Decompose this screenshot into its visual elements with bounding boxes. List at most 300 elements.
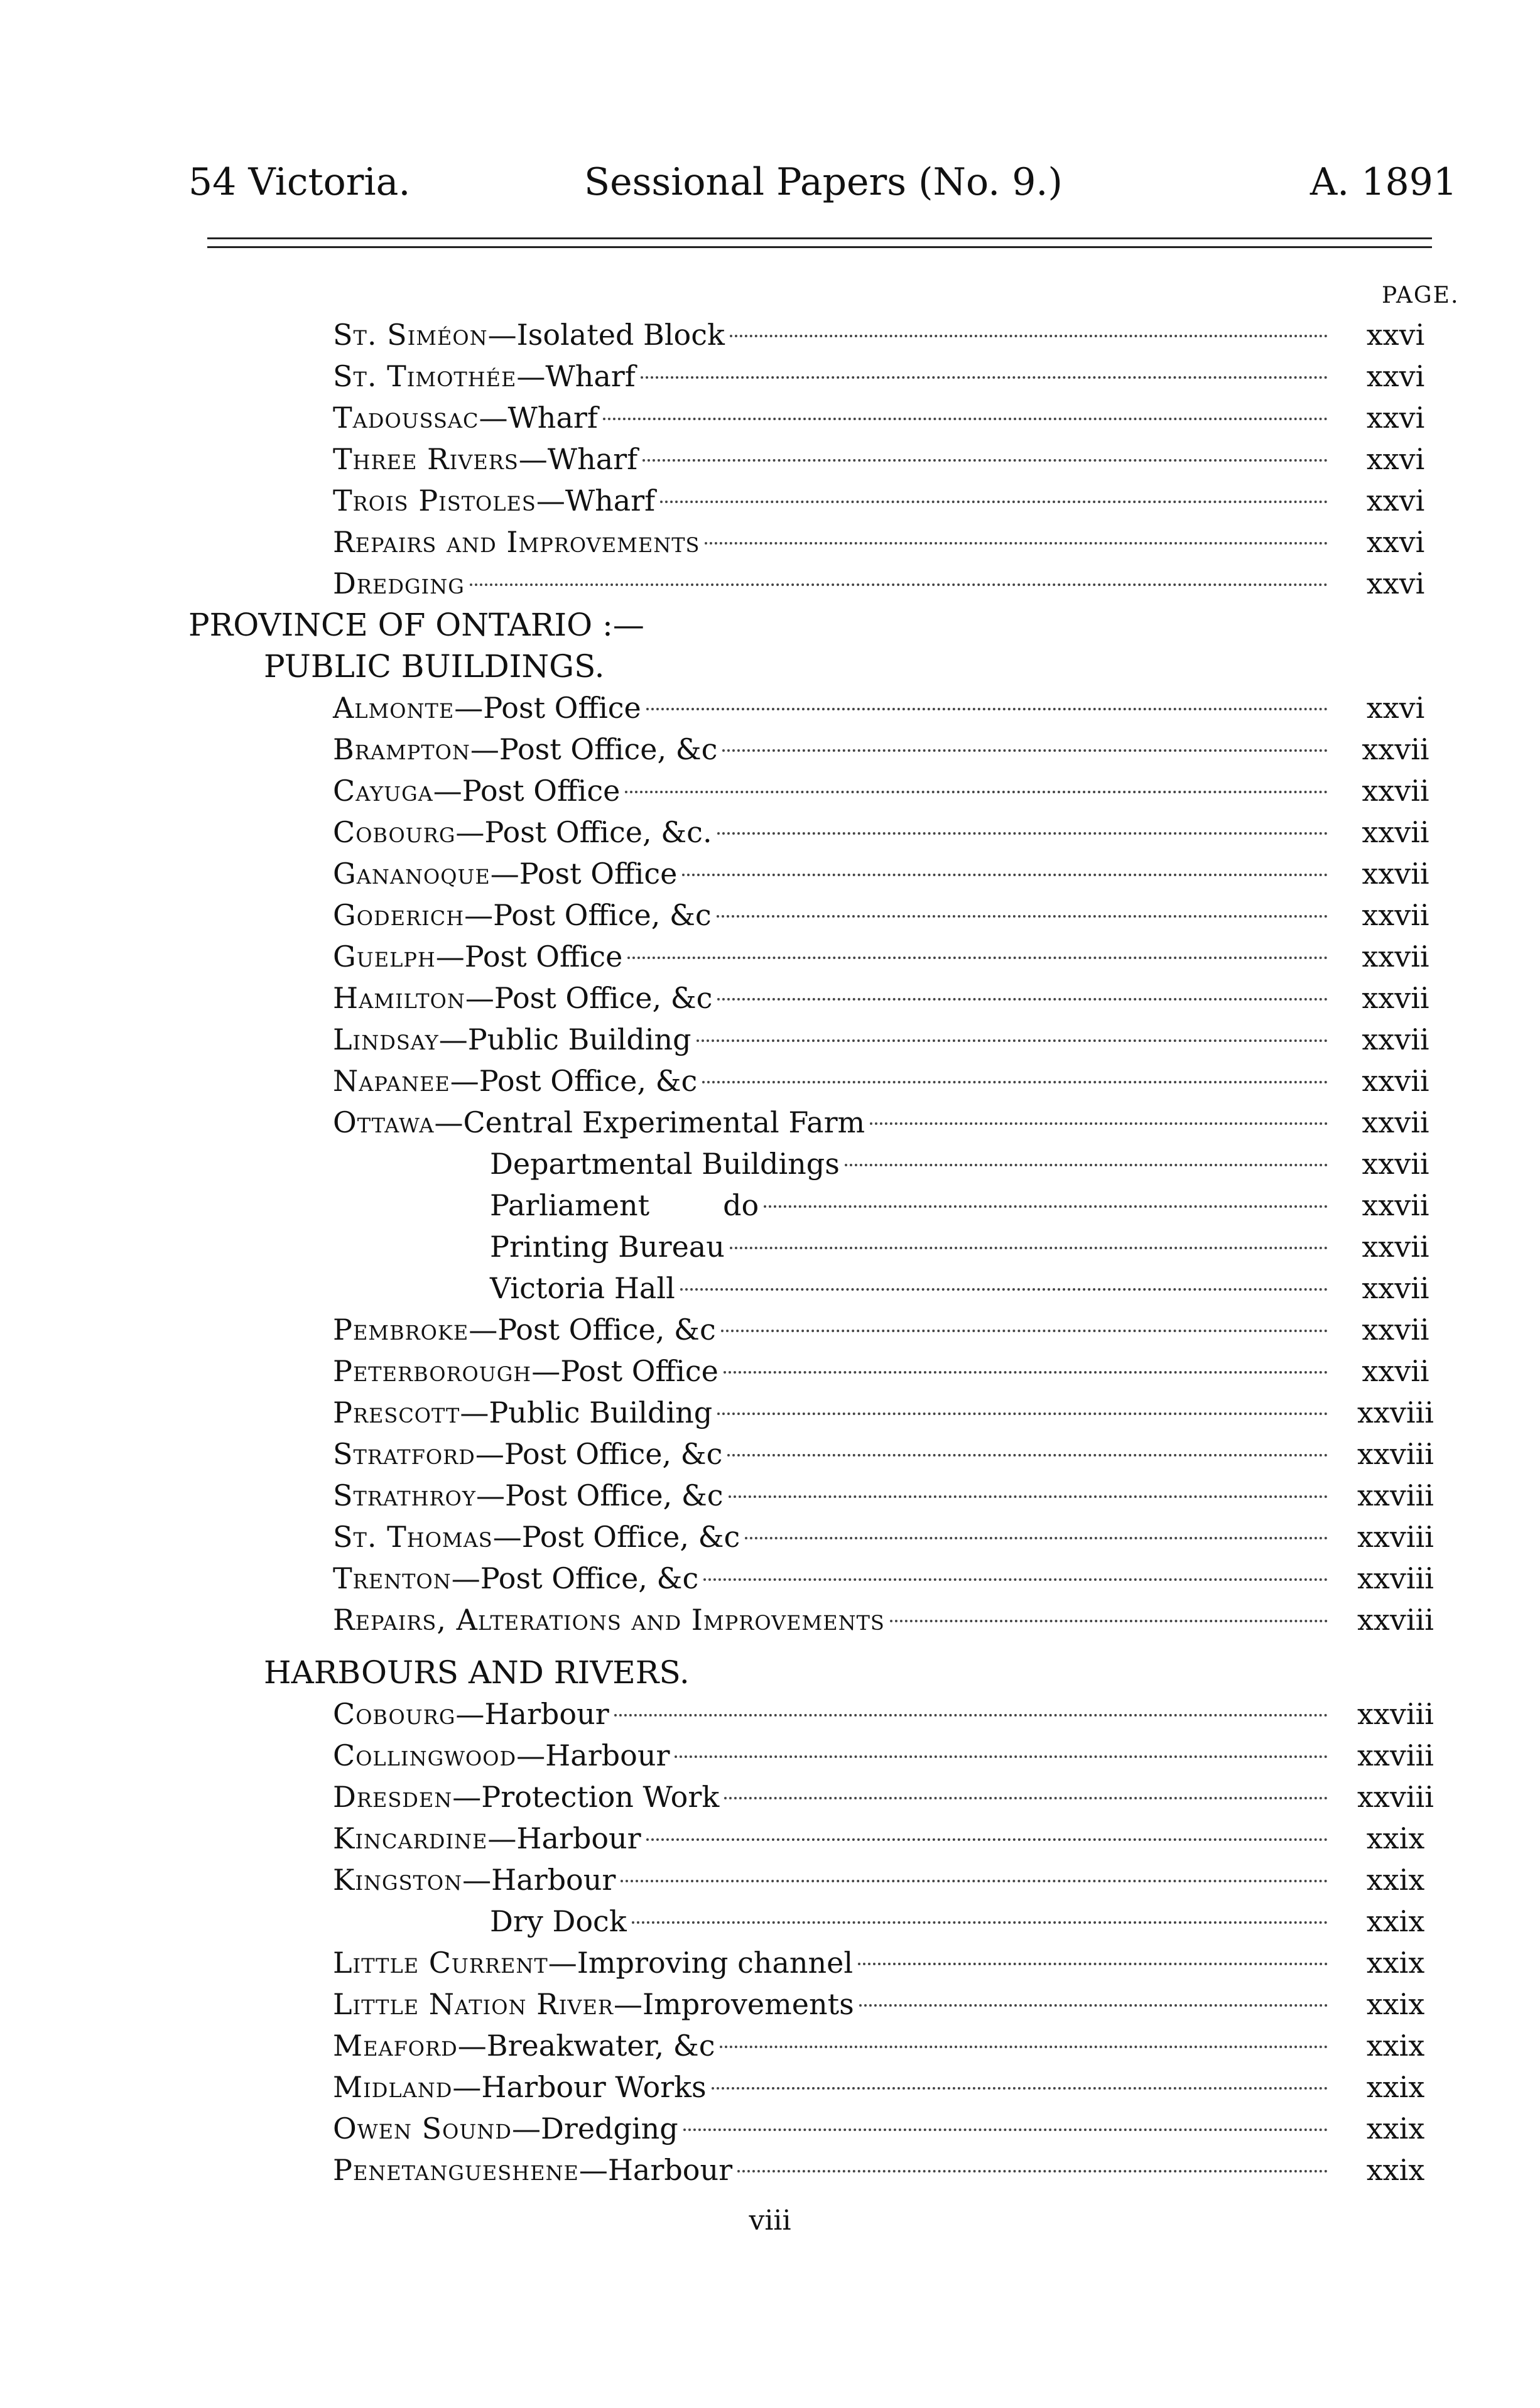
entry-description: —Post Office xyxy=(531,1354,718,1388)
page-ref: xxviii xyxy=(1357,1520,1434,1554)
subsection-title: HARBOURS AND RIVERS. xyxy=(264,1654,690,1691)
toc-entry xyxy=(0,355,1540,397)
toc-entry xyxy=(0,853,1540,894)
place-name: Little Current xyxy=(333,1946,548,1980)
dot-leader xyxy=(730,1247,1328,1249)
page-ref: xxix xyxy=(1366,2112,1425,2145)
toc-entry-label xyxy=(333,1818,641,1859)
subsection-heading xyxy=(0,1652,1540,1693)
place-name: Pembroke xyxy=(333,1313,469,1347)
toc-entry xyxy=(0,770,1540,811)
toc-entry xyxy=(0,729,1540,770)
place-name: Little Nation River xyxy=(333,1987,614,2021)
dot-leader xyxy=(717,832,1328,835)
dot-leader xyxy=(858,1963,1328,1965)
toc-entry-line xyxy=(490,1226,1333,1267)
page-ref: xxvii xyxy=(1362,1064,1429,1098)
place-name: St. Siméon xyxy=(333,318,488,352)
toc-entry-label xyxy=(333,2025,715,2066)
page-ref: xxvii xyxy=(1362,1230,1429,1264)
spacer xyxy=(0,1641,1540,1652)
page-ref: xxvi xyxy=(1366,691,1425,725)
page-ref: xxix xyxy=(1366,2029,1425,2063)
subsection-title: PUBLIC BUILDINGS. xyxy=(264,648,605,685)
toc-entry-label xyxy=(333,1693,609,1735)
header-rule xyxy=(207,237,1432,239)
toc-entry-label xyxy=(333,1309,716,1350)
dot-leader xyxy=(717,998,1328,1001)
toc-entry-line xyxy=(333,687,1333,729)
place-name: St. Thomas xyxy=(333,1520,493,1554)
page-ref: xxvii xyxy=(1362,1271,1429,1305)
toc-entry xyxy=(0,1185,1540,1226)
dot-leader xyxy=(627,957,1328,959)
page-number: viii xyxy=(749,2205,791,2237)
dot-leader xyxy=(722,749,1328,752)
toc-entry xyxy=(0,687,1540,729)
place-name: Cobourg xyxy=(333,1697,456,1731)
toc-entry-line xyxy=(333,1392,1333,1433)
toc-rows xyxy=(0,314,1540,2191)
toc-entry-line xyxy=(333,977,1333,1019)
entry-description: —Protection Work xyxy=(452,1780,720,1814)
toc-entry-line xyxy=(333,811,1333,853)
dot-leader xyxy=(720,2046,1328,2048)
entry-description: —Wharf xyxy=(518,442,638,476)
toc-entry-label xyxy=(333,853,677,894)
toc-entry-label xyxy=(333,1942,853,1983)
toc-entry xyxy=(0,1143,1540,1185)
dot-leader xyxy=(660,501,1328,503)
toc-entry-line xyxy=(333,438,1333,480)
page-ref: xxvii xyxy=(1362,857,1429,891)
toc-entry-label xyxy=(490,1267,675,1309)
entry-description: —Harbour Works xyxy=(452,2070,707,2104)
toc-entry-line xyxy=(333,1776,1333,1818)
entry-description: —Harbour xyxy=(462,1863,616,1897)
entry-description: —Isolated Block xyxy=(487,318,725,352)
entry-description: Dry Dock xyxy=(490,1904,627,1938)
entry-description: —Post Office, &c xyxy=(475,1437,723,1471)
page-ref: xxviii xyxy=(1357,1561,1434,1595)
page-ref: xxvi xyxy=(1366,401,1425,435)
dot-leader xyxy=(643,459,1328,462)
toc-entry xyxy=(0,1901,1540,1942)
entry-description: —Post Office, &c xyxy=(470,732,718,766)
entry-description: —Wharf xyxy=(479,401,598,435)
toc-entry-line xyxy=(333,1019,1333,1060)
toc-entry-line xyxy=(333,563,1333,604)
toc-entry-line xyxy=(333,355,1333,397)
toc-entry-line xyxy=(333,1818,1333,1859)
dot-leader xyxy=(680,1288,1328,1291)
toc-entry-line xyxy=(333,1102,1333,1143)
toc-entry xyxy=(0,2066,1540,2108)
toc-entry-line xyxy=(333,1859,1333,1901)
toc-entry xyxy=(0,811,1540,853)
place-name: Almonte xyxy=(333,691,455,725)
toc-entry-line xyxy=(333,480,1333,521)
toc-entry-line xyxy=(333,1558,1333,1599)
toc-entry-label xyxy=(333,1060,697,1102)
header-rule xyxy=(207,246,1432,248)
toc-entry-label xyxy=(333,1392,712,1433)
toc-entry xyxy=(0,1267,1540,1309)
place-name: Three Rivers xyxy=(333,442,519,476)
toc-entry xyxy=(0,1060,1540,1102)
entry-description: —Post Office xyxy=(435,940,623,974)
place-name: Tadoussac xyxy=(333,401,479,435)
place-name: Kingston xyxy=(333,1863,463,1897)
dot-leader xyxy=(470,583,1328,586)
page-ref: xxvii xyxy=(1362,774,1429,808)
entry-description: —Wharf xyxy=(536,484,656,518)
dot-leader xyxy=(683,2129,1328,2131)
toc-entry-label xyxy=(333,1735,670,1776)
toc-entry-label xyxy=(333,314,725,355)
toc-entry xyxy=(0,1475,1540,1516)
place-name: Penetangueshene xyxy=(333,2153,579,2187)
toc-entry xyxy=(0,1693,1540,1735)
toc-entry xyxy=(0,1350,1540,1392)
dot-leader xyxy=(682,874,1328,876)
entry-description: Victoria Hall xyxy=(490,1271,675,1305)
dot-leader xyxy=(745,1537,1328,1539)
dot-leader xyxy=(859,2004,1328,2007)
dot-leader xyxy=(724,1797,1328,1799)
toc-entry xyxy=(0,977,1540,1019)
dot-leader xyxy=(646,1838,1328,1841)
header-left: 54 Victoria. xyxy=(188,160,411,204)
dot-leader xyxy=(625,791,1328,793)
entry-description: —Central Experimental Farm xyxy=(434,1105,865,1139)
toc-entry-line xyxy=(333,1475,1333,1516)
page-ref: xxix xyxy=(1366,2070,1425,2104)
subsection-heading xyxy=(0,646,1540,687)
toc-entry-label xyxy=(333,438,637,480)
dot-leader xyxy=(721,1330,1328,1332)
dot-leader xyxy=(702,1081,1328,1083)
toc-entry-line xyxy=(333,2066,1333,2108)
entry-description: —Dredging xyxy=(511,2112,678,2145)
place-name: Cobourg xyxy=(333,815,456,849)
page-ref: xxvi xyxy=(1366,484,1425,518)
dot-leader xyxy=(729,1495,1328,1498)
page-ref: xxviii xyxy=(1357,1780,1434,1814)
toc-entry-label xyxy=(333,355,636,397)
toc-entry xyxy=(0,1599,1540,1641)
place-name: Gananoque xyxy=(333,857,491,891)
page-ref: xxviii xyxy=(1357,1738,1434,1772)
dot-leader xyxy=(621,1880,1328,1882)
toc-entry xyxy=(0,480,1540,521)
entry-description: —Post Office xyxy=(454,691,641,725)
toc-entry xyxy=(0,438,1540,480)
place-name: Trenton xyxy=(333,1561,452,1595)
toc-entry xyxy=(0,2025,1540,2066)
place-name: Dresden xyxy=(333,1780,453,1814)
dot-leader xyxy=(724,1371,1328,1374)
page-ref: xxix xyxy=(1366,1863,1425,1897)
header-right: A. 1891 xyxy=(1310,160,1457,204)
page-ref: xxviii xyxy=(1357,1697,1434,1731)
dot-leader xyxy=(705,542,1328,545)
page-ref: xxviii xyxy=(1357,1437,1434,1471)
page-ref: xxvi xyxy=(1366,442,1425,476)
toc-entry xyxy=(0,1859,1540,1901)
toc-entry-label xyxy=(333,729,717,770)
page-ref: xxvii xyxy=(1362,981,1429,1015)
entry-description: —Post Office, &c xyxy=(469,1313,716,1347)
dot-leader xyxy=(845,1164,1328,1166)
toc-entry xyxy=(0,2149,1540,2191)
entry-description: —Breakwater, &c xyxy=(457,2029,715,2063)
place-name: St. Timothée xyxy=(333,359,517,393)
toc-entry-line xyxy=(333,397,1333,438)
page-ref: xxviii xyxy=(1357,1396,1434,1429)
place-name: Kincardine xyxy=(333,1821,488,1855)
toc-entry-line xyxy=(490,1143,1333,1185)
toc-entry xyxy=(0,1433,1540,1475)
place-name: Ottawa xyxy=(333,1105,435,1139)
entry-description: Printing Bureau xyxy=(490,1230,725,1264)
dot-leader xyxy=(703,1578,1328,1581)
page-ref: xxvi xyxy=(1366,359,1425,393)
toc-entry xyxy=(0,397,1540,438)
toc-entry-line xyxy=(333,1942,1333,1983)
place-name: Strathroy xyxy=(333,1478,477,1512)
toc-entry-line xyxy=(333,1433,1333,1475)
place-name: Hamilton xyxy=(333,981,465,1015)
toc-entry-line xyxy=(333,770,1333,811)
entry-description: —Wharf xyxy=(516,359,636,393)
toc-entry-label xyxy=(333,1776,719,1818)
entry-description: —Post Office, &c xyxy=(492,1520,740,1554)
entry-description: —Harbour xyxy=(487,1821,641,1855)
entry-description: Parliament do xyxy=(490,1188,759,1222)
place-name: Stratford xyxy=(333,1437,475,1471)
page-ref: xxvi xyxy=(1366,318,1425,352)
dot-leader xyxy=(632,1921,1328,1924)
toc-entry-line xyxy=(333,2108,1333,2149)
toc-entry-label xyxy=(333,687,641,729)
toc-entry xyxy=(0,1558,1540,1599)
toc-entry-line xyxy=(333,2025,1333,2066)
entry-description: —Harbour xyxy=(516,1738,670,1772)
page-ref: xxvii xyxy=(1362,1105,1429,1139)
toc-entry-line xyxy=(333,729,1333,770)
dot-leader xyxy=(603,418,1328,420)
place-name: Owen Sound xyxy=(333,2112,512,2145)
place-name: Collingwood xyxy=(333,1738,517,1772)
section-heading xyxy=(0,604,1540,646)
toc-entry-line xyxy=(333,1693,1333,1735)
toc-entry xyxy=(0,1102,1540,1143)
dot-leader xyxy=(730,335,1328,337)
toc-entry-line xyxy=(333,1516,1333,1558)
toc-entry-label xyxy=(333,2108,678,2149)
page-ref: xxix xyxy=(1366,1821,1425,1855)
toc-entry-label xyxy=(490,1185,759,1226)
entry-description: —Post Office, &c. xyxy=(455,815,712,849)
entry-description: —Post Office, &c xyxy=(465,981,713,1015)
toc-entry xyxy=(0,1309,1540,1350)
toc-entry-label xyxy=(333,894,712,936)
entry-description: —Public Building xyxy=(438,1022,691,1056)
entry-description: —Harbour xyxy=(578,2153,733,2187)
entry-description: —Public Building xyxy=(460,1396,713,1429)
dot-leader xyxy=(727,1454,1328,1456)
page-ref: xxix xyxy=(1366,1946,1425,1980)
dot-leader xyxy=(717,1413,1328,1415)
toc-entry-line xyxy=(333,521,1333,563)
toc-entry-label xyxy=(333,1019,691,1060)
toc-entry xyxy=(0,936,1540,977)
toc-entry-label xyxy=(333,1558,698,1599)
toc-entry xyxy=(0,1776,1540,1818)
dot-leader xyxy=(870,1122,1328,1125)
toc-entry-label xyxy=(490,1901,627,1942)
toc-entry-label xyxy=(333,1475,724,1516)
page-ref: xxvii xyxy=(1362,1147,1429,1181)
toc-entry xyxy=(0,1392,1540,1433)
page-ref: xxvi xyxy=(1366,525,1425,559)
page-ref: xxix xyxy=(1366,2153,1425,2187)
place-name: Cayuga xyxy=(333,774,433,808)
toc-entry xyxy=(0,1019,1540,1060)
toc-entry-label xyxy=(333,521,700,563)
toc-entry-label xyxy=(333,1859,615,1901)
dot-leader xyxy=(675,1755,1328,1758)
place-name: Trois Pistoles xyxy=(333,484,536,518)
dot-leader xyxy=(712,2087,1328,2090)
page-ref: xxvii xyxy=(1362,898,1429,932)
page-ref: xxvi xyxy=(1366,567,1425,600)
dot-leader xyxy=(717,915,1328,918)
entry-description: —Post Office xyxy=(433,774,621,808)
toc-entry-label xyxy=(333,811,712,853)
entry-description: —Post Office, &c xyxy=(450,1064,698,1098)
page-column-label: PAGE. xyxy=(1382,283,1460,308)
place-name: Midland xyxy=(333,2070,453,2104)
toc-entry-label xyxy=(333,1350,718,1392)
dot-leader xyxy=(646,708,1328,710)
place-name: Dredging xyxy=(333,567,465,600)
toc-entry-line xyxy=(333,936,1333,977)
entry-description: —Post Office xyxy=(490,857,678,891)
toc-entry xyxy=(0,1942,1540,1983)
toc-entry-label xyxy=(333,1599,885,1641)
toc-entry-label xyxy=(333,1983,854,2025)
toc-entry-line xyxy=(333,314,1333,355)
toc-entry-label xyxy=(490,1143,840,1185)
place-name: Brampton xyxy=(333,732,470,766)
dot-leader xyxy=(641,376,1328,379)
dot-leader xyxy=(737,2170,1328,2172)
page-ref: xxix xyxy=(1366,1987,1425,2021)
toc-entry xyxy=(0,314,1540,355)
page-ref: xxviii xyxy=(1357,1603,1434,1637)
toc-entry-line xyxy=(333,1350,1333,1392)
toc-entry-line xyxy=(490,1185,1333,1226)
place-name: Napanee xyxy=(333,1064,450,1098)
place-name: Goderich xyxy=(333,898,465,932)
toc-entry-line xyxy=(333,1309,1333,1350)
place-name: Peterborough xyxy=(333,1354,532,1388)
toc-entry-label xyxy=(333,563,465,604)
page-ref: xxvii xyxy=(1362,940,1429,974)
toc-entry-line xyxy=(333,1060,1333,1102)
toc-entry xyxy=(0,2108,1540,2149)
header-center: Sessional Papers (No. 9.) xyxy=(584,160,1063,204)
section-title: PROVINCE OF ONTARIO :— xyxy=(188,607,644,643)
page-ref: xxvii xyxy=(1362,1022,1429,1056)
place-name: Repairs, Alterations and Improvements xyxy=(333,1603,885,1637)
toc-entry xyxy=(0,1735,1540,1776)
toc-entry-line xyxy=(333,894,1333,936)
page-ref: xxix xyxy=(1366,1904,1425,1938)
page-ref: xxvii xyxy=(1362,1188,1429,1222)
page-ref: xxviii xyxy=(1357,1478,1434,1512)
toc-entry-label xyxy=(333,770,620,811)
toc-entry-line xyxy=(490,1901,1333,1942)
toc-entry-label xyxy=(333,977,712,1019)
entry-description: Departmental Buildings xyxy=(490,1147,840,1181)
entry-description: —Post Office, &c xyxy=(476,1478,724,1512)
toc-entry-label xyxy=(333,2149,732,2191)
toc-entry xyxy=(0,521,1540,563)
toc-entry-label xyxy=(333,1433,722,1475)
toc-entry xyxy=(0,1818,1540,1859)
toc-entry-label xyxy=(333,1516,740,1558)
place-name: Lindsay xyxy=(333,1022,439,1056)
entry-description: —Improving channel xyxy=(548,1946,854,1980)
entry-description: —Improvements xyxy=(614,1987,854,2021)
toc-entry xyxy=(0,563,1540,604)
toc-entry-line xyxy=(333,1983,1333,2025)
toc-entry-line xyxy=(333,1735,1333,1776)
toc-entry-label xyxy=(333,397,598,438)
toc-entry-label xyxy=(333,2066,707,2108)
entry-description: —Harbour xyxy=(455,1697,609,1731)
dot-leader xyxy=(890,1620,1328,1622)
toc-entry-line xyxy=(490,1267,1333,1309)
toc-entry xyxy=(0,1983,1540,2025)
running-header xyxy=(188,144,1457,220)
place-name: Prescott xyxy=(333,1396,460,1429)
toc-entry xyxy=(0,894,1540,936)
toc-entry-label xyxy=(333,480,655,521)
entry-description: —Post Office, &c xyxy=(464,898,712,932)
entry-description: —Post Office, &c xyxy=(451,1561,699,1595)
toc-entry-label xyxy=(490,1226,725,1267)
dot-leader xyxy=(614,1714,1328,1717)
page-ref: xxvii xyxy=(1362,1313,1429,1347)
dot-leader xyxy=(764,1205,1328,1208)
toc-entry xyxy=(0,1516,1540,1558)
page-ref: xxvii xyxy=(1362,815,1429,849)
toc-entry-label xyxy=(333,936,622,977)
page-ref: xxvii xyxy=(1362,1354,1429,1388)
toc-entry xyxy=(0,1226,1540,1267)
toc-entry-line xyxy=(333,853,1333,894)
toc-entry-line xyxy=(333,1599,1333,1641)
dot-leader xyxy=(697,1039,1328,1042)
place-name: Repairs and Improvements xyxy=(333,525,700,559)
toc-entry-label xyxy=(333,1102,865,1143)
place-name: Guelph xyxy=(333,940,436,974)
page-ref: xxvii xyxy=(1362,732,1429,766)
